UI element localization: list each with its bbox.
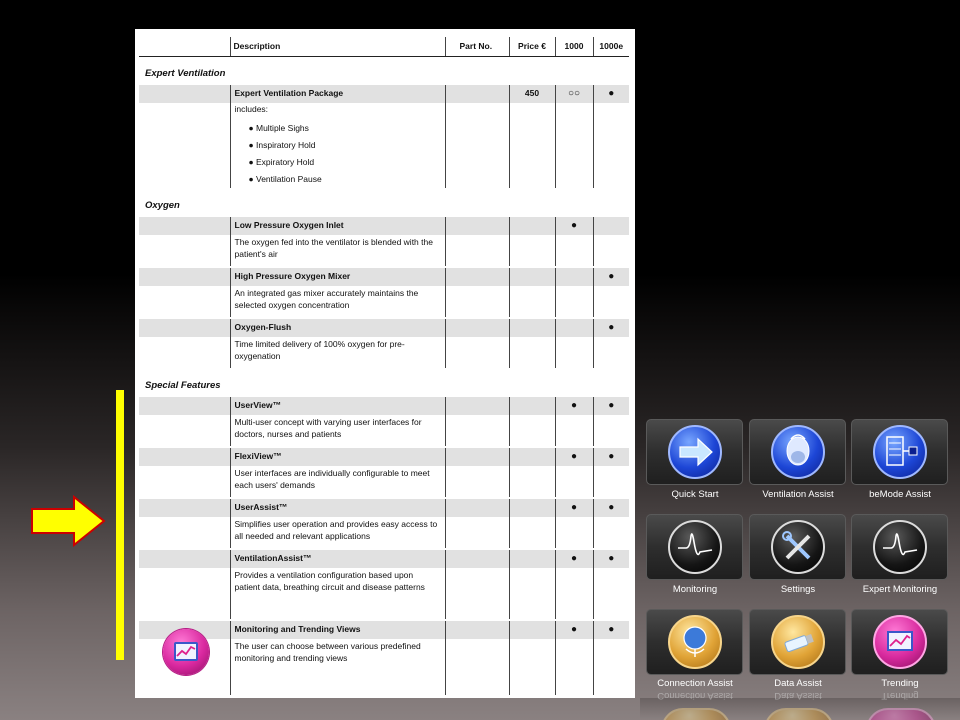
- ventilation-assist-tile[interactable]: [749, 419, 846, 485]
- include-item: Expiratory Hold: [256, 156, 315, 167]
- availability-mark: ●: [570, 553, 578, 565]
- feature-description: Simplifies user operation and provides easy access to all needed and relevant applications: [230, 517, 445, 549]
- feature-name: Oxygen-Flush: [230, 318, 445, 337]
- flowchart-icon: [873, 425, 927, 479]
- feature-description-row: [139, 517, 629, 549]
- bemode-assist-tile[interactable]: [851, 419, 948, 485]
- list-item: ● Inspiratory Hold: [139, 137, 629, 154]
- availability-mark: ●: [570, 400, 578, 412]
- availability-mark: ●: [608, 624, 615, 636]
- feature-description: Time limited delivery of 100% oxygen for pre-oxygenation: [230, 337, 445, 368]
- availability-mark: ●: [608, 553, 615, 565]
- section-heading: [139, 188, 629, 216]
- highlight-arrow-icon: [30, 495, 106, 547]
- feature-name: UserAssist™: [230, 498, 445, 517]
- availability-mark: ●: [608, 502, 615, 514]
- trend-chart-icon: [873, 615, 927, 669]
- expert-monitoring-tile[interactable]: [851, 514, 948, 580]
- availability-mark: ●: [608, 451, 615, 463]
- feature-name: FlexiView™: [230, 447, 445, 466]
- connection-assist-tile[interactable]: [646, 609, 743, 675]
- tile-label: Expert Monitoring: [862, 584, 938, 595]
- list-item: ● Ventilation Pause: [139, 171, 629, 188]
- feature-row: [139, 267, 629, 286]
- usb-stick-icon: [771, 615, 825, 669]
- monitoring-tile[interactable]: [646, 514, 743, 580]
- feature-price: 450: [509, 84, 555, 103]
- availability-mark: ●: [570, 502, 578, 514]
- feature-description: The user can choose between various predefined monitoring and trending views: [230, 639, 445, 695]
- availability-mark: ●: [570, 451, 578, 463]
- trend-chart-icon: [163, 629, 209, 675]
- feature-row: [139, 498, 629, 517]
- trending-tile[interactable]: [851, 609, 948, 675]
- feature-description-row: [139, 235, 629, 267]
- tile-label: Ventilation Assist: [762, 489, 834, 500]
- feature-row: [139, 447, 629, 466]
- tile-label: Monitoring: [672, 584, 718, 595]
- feature-row: [139, 84, 629, 103]
- includes-label: includes:: [230, 103, 445, 120]
- feature-name: High Pressure Oxygen Mixer: [230, 267, 445, 286]
- availability-mark: ●: [570, 624, 578, 636]
- network-icon: [668, 615, 722, 669]
- availability-mark: ●: [608, 322, 615, 334]
- feature-name: UserView™: [230, 396, 445, 415]
- price-sheet: [135, 29, 635, 698]
- feature-name: Low Pressure Oxygen Inlet: [230, 216, 445, 235]
- section-title-oxygen: Oxygen: [145, 199, 180, 211]
- tile-label: beMode Assist: [869, 489, 931, 500]
- feature-description: User interfaces are individually configurable to meet each users' demands: [230, 466, 445, 498]
- availability-mark: ●: [608, 271, 615, 283]
- header-model-1000: 1000: [555, 37, 593, 56]
- feature-description-row: [139, 337, 629, 368]
- header-description: Description: [230, 37, 445, 56]
- table-header-row: [139, 37, 629, 56]
- availability-mark: ●: [570, 220, 578, 232]
- includes-row: [139, 103, 629, 120]
- list-item: ● Multiple Sighs: [139, 120, 629, 137]
- tile-label: Data Assist: [774, 678, 822, 689]
- quick-start-tile[interactable]: [646, 419, 743, 485]
- feature-row: [139, 318, 629, 337]
- waveform-icon: [668, 520, 722, 574]
- reflected-label: Trending: [881, 690, 919, 701]
- feature-description-row: [139, 466, 629, 498]
- feature-price-table: [139, 37, 629, 695]
- include-item: Multiple Sighs: [256, 122, 309, 133]
- patient-mask-icon: [771, 425, 825, 479]
- feature-description: The oxygen fed into the ventilator is blended with the patient's air: [230, 235, 445, 267]
- feature-name: Monitoring and Trending Views: [230, 620, 445, 639]
- header-price: Price €: [509, 37, 555, 56]
- feature-description-row: [139, 286, 629, 318]
- availability-mark: ●: [608, 88, 615, 100]
- tools-icon: [771, 520, 825, 574]
- list-item: ● Expiratory Hold: [139, 154, 629, 171]
- section-title-expert-ventilation: Expert Ventilation: [145, 67, 226, 79]
- header-model-1000e: 1000e: [593, 37, 629, 56]
- include-item: Ventilation Pause: [256, 173, 322, 184]
- reflected-label: Connection Assist: [657, 690, 733, 701]
- feature-description-row: [139, 568, 629, 620]
- arrow-icon: [668, 425, 722, 479]
- feature-description: Multi-user concept with varying user interfaces for doctors, nurses and patients: [230, 415, 445, 447]
- data-assist-tile[interactable]: [749, 609, 846, 675]
- include-item: Inspiratory Hold: [256, 139, 316, 150]
- feature-description-row: [139, 415, 629, 447]
- settings-tile[interactable]: [749, 514, 846, 580]
- tile-label: Trending: [881, 678, 919, 689]
- section-heading: [139, 368, 629, 396]
- feature-row: [139, 549, 629, 568]
- header-part-no: Part No.: [445, 37, 509, 56]
- section-title-special-features: Special Features: [145, 379, 221, 391]
- feature-row: [139, 216, 629, 235]
- section-heading: [139, 56, 629, 84]
- feature-name: VentilationAssist™: [230, 549, 445, 568]
- feature-description: An integrated gas mixer accurately maintains the selected oxygen concentration: [230, 286, 445, 318]
- reflected-label: Data Assist: [774, 690, 822, 701]
- feature-name: Expert Ventilation Package: [230, 84, 445, 103]
- availability-mark: ●: [608, 400, 615, 412]
- tile-label: Settings: [780, 584, 816, 595]
- feature-description-row: [139, 639, 629, 695]
- waveform-icon: [873, 520, 927, 574]
- highlight-bar: [116, 390, 124, 660]
- availability-mark: ○○: [567, 88, 581, 100]
- feature-row: [139, 396, 629, 415]
- tile-label: Quick Start: [671, 489, 719, 500]
- tile-label: Connection Assist: [657, 678, 733, 689]
- feature-row: [139, 620, 629, 639]
- feature-description: Provides a ventilation configuration based upon patient data, breathing circuit and disease patterns: [230, 568, 445, 620]
